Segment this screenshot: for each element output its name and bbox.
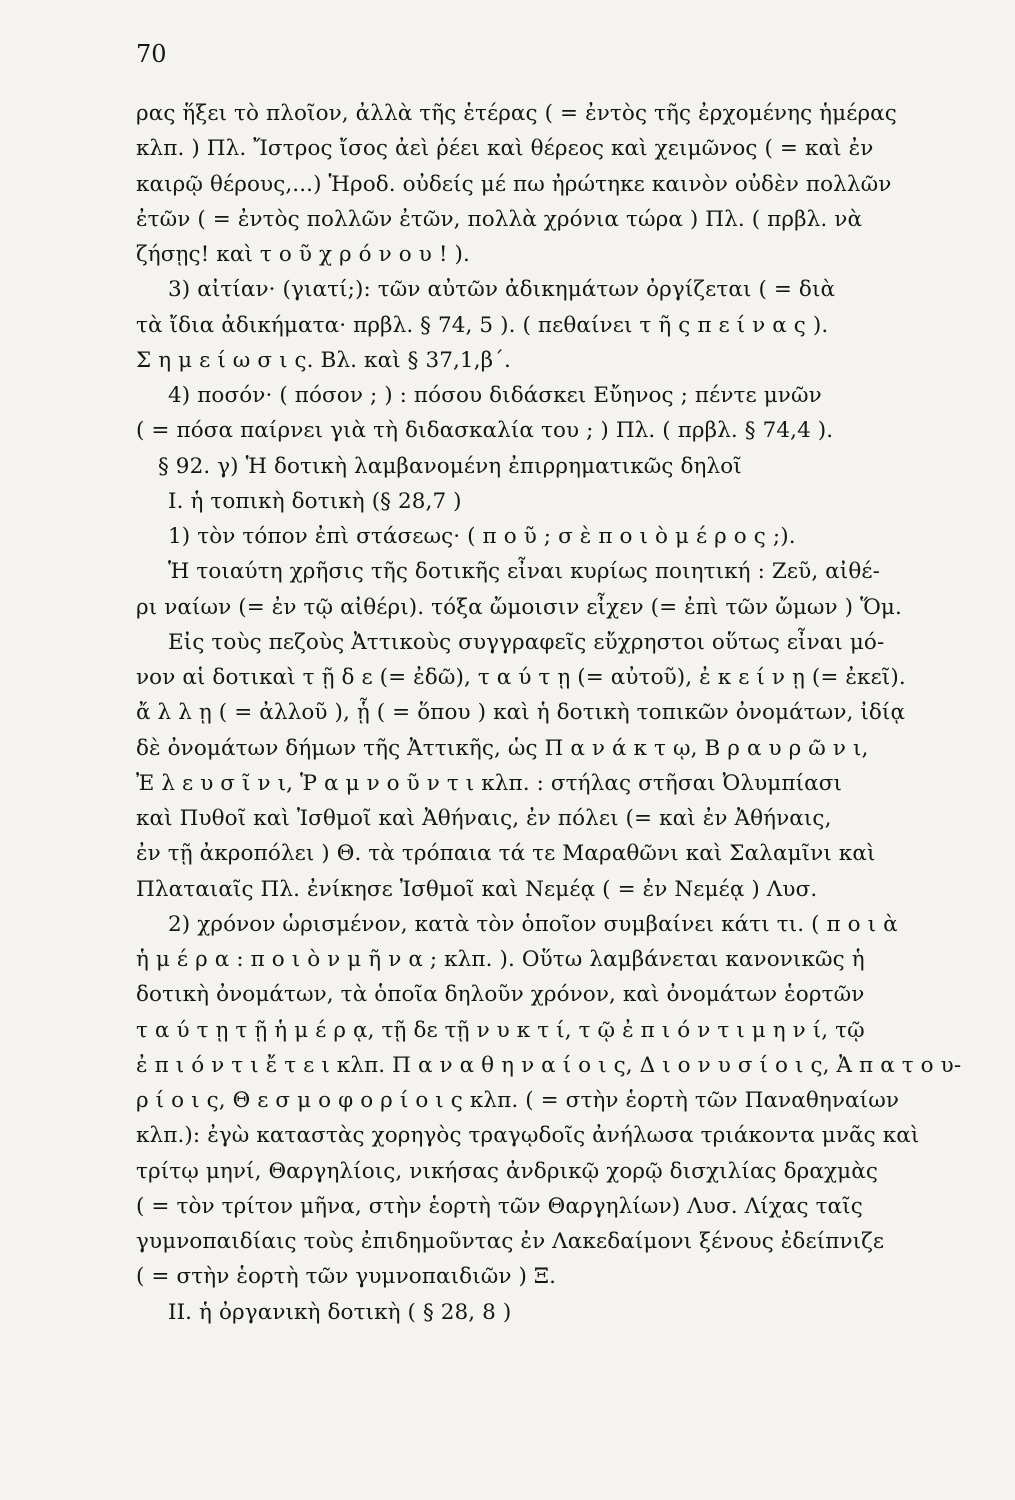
text-line: Σ η μ ε ί ω σ ι ς. Βλ. καὶ § 37,1,β΄.	[136, 347, 511, 373]
text-line: ἄ λ λ ῃ ( = ἀλλοῦ ), ᾗ ( = ὅπου ) καὶ ἡ δοτικὴ τοπικῶν ὀνομάτων, ἰδίᾳ	[136, 700, 906, 726]
text-line: ἐν τῇ ἀκροπόλει ) Θ. τὰ τρόπαια τά τε Μαραθῶνι καὶ Σαλαμῖνι καὶ	[136, 841, 876, 867]
text-line: τὰ ἴδια ἀδικήματα· πρβλ. § 74, 5 ). ( πεθαίνει τ ῆ ς π ε ί ν α ς ).	[136, 312, 829, 338]
text-line: δοτικὴ ὀνομάτων, τὰ ὁποῖα δηλοῦν χρόνον, καὶ ὀνομάτων ἑορτῶν	[136, 982, 865, 1008]
text-line: Εἰς τοὺς πεζοὺς Ἀττικοὺς συγγραφεῖς εὔχρηστοι οὕτως εἶναι μό-	[168, 629, 885, 655]
text-line: 4) ποσόν· ( πόσον ; ) : πόσου διδάσκει Εὔηνος ; πέντε μνῶν	[168, 383, 822, 408]
text-line: 1) τὸν τόπον ἐπὶ στάσεως· ( π ο ῦ ; σ ὲ π ο ι ὸ μ έ ρ ο ς ;).	[168, 524, 796, 549]
subsection-heading: I. ἡ τοπικὴ δοτικὴ (§ 28,7 )	[168, 488, 462, 514]
text-line: ρας ἥξει τὸ πλοῖον, ἀλλὰ τῆς ἑτέρας ( = ἐντὸς τῆς ἐρχομένης ἡμέρας	[136, 101, 897, 126]
text-line: ἐτῶν ( = ἐντὸς πολλῶν ἐτῶν, πολλὰ χρόνια τώρα ) Πλ. ( πρβλ. νὰ	[136, 206, 863, 232]
text-line: τ α ύ τ ῃ τ ῇ ἡ μ έ ρ ᾳ, τῇ δε τῇ ν υ κ τ ί, τ ῷ ἐ π ι ό ν τ ι μ η ν ί, τῷ	[136, 1017, 865, 1043]
text-line: ρι ναίων (= ἐν τῷ αἰθέρι). τόξα ὤμοισιν εἶχεν (= ἐπὶ τῶν ὤμων ) Ὅμ.	[136, 594, 902, 620]
body-text	[136, 96, 962, 1330]
text-line: Ἐ λ ε υ σ ῖ ν ι, Ῥ α μ ν ο ῦ ν τ ι κλπ. : στήλας στῆσαι Ὀλυμπίασι	[136, 770, 843, 796]
text-line: ἡ μ έ ρ α : π ο ι ὸ ν μ ῆ ν α ; κλπ. ). Οὕτω λαμβάνεται κανονικῶς ἡ	[136, 947, 865, 972]
text-line: ρ ί ο ι ς, Θ ε σ μ ο φ ο ρ ί ο ι ς κλπ. ( = στὴν ἑορτὴ τῶν Παναθηναίων	[136, 1088, 899, 1113]
text-line: ζήσῃς! καὶ τ ο ῦ χ ρ ό ν ο υ ! ).	[136, 242, 470, 267]
text-line: Ἡ τοιαύτη χρῆσις τῆς δοτικῆς εἶναι κυρίως ποιητική : Ζεῦ, αἰθέ-	[168, 559, 880, 585]
text-line: δὲ ὀνομάτων δήμων τῆς Ἀττικῆς, ὡς Π α ν ά κ τ ῳ, Β ρ α υ ρ ῶ ν ι,	[136, 735, 869, 761]
text-line: 3) αἰτίαν· (γιατί;): τῶν αὐτῶν ἀδικημάτων ὀργίζεται ( = διὰ	[168, 277, 836, 303]
text-line: νον αἱ δοτικαὶ τ ῇ δ ε (= ἐδῶ), τ α ύ τ ῃ (= αὐτοῦ), ἐ κ ε ί ν ῃ (= ἐκεῖ).	[136, 665, 906, 690]
text-line: Πλαταιαῖς Πλ. ἐνίκησε Ἰσθμοῖ καὶ Νεμέᾳ ( = ἐν Νεμέᾳ ) Λυσ.	[136, 876, 818, 902]
text-line: 2) χρόνον ὡρισμένον, κατὰ τὸν ὁποῖον συμβαίνει κάτι τι. ( π ο ι ὰ	[168, 911, 898, 937]
text-line: κλπ.): ἐγὼ καταστὰς χορηγὸς τραγῳδοῖς ἀνήλωσα τριάκοντα μνᾶς καὶ	[136, 1123, 920, 1149]
page-number: 70	[136, 40, 167, 68]
subsection-heading: II. ἡ ὀργανικὴ δοτικὴ ( § 28, 8 )	[168, 1299, 512, 1325]
text-line: κλπ. ) Πλ. Ἴστρος ἴσος ἀεὶ ῥέει καὶ θέρεος καὶ χειμῶνος ( = καὶ ἐν	[136, 136, 874, 162]
text-line: ἐ π ι ό ν τ ι ἔ τ ε ι κλπ. Π α ν α θ η ν α ί ο ι ς, Δ ι ο ν υ σ ί ο ι ς, Ἀ π α τ ο υ-	[136, 1052, 962, 1078]
text-line: ( = τὸν τρίτον μῆνα, στὴν ἑορτὴ τῶν Θαργηλίων) Λυσ. Λίχας ταῖς	[136, 1193, 863, 1219]
text-line: ( = πόσα παίρνει γιὰ τὴ διδασκαλία του ; ) Πλ. ( πρβλ. § 74,4 ).	[136, 418, 834, 444]
text-line: ( = στὴν ἑορτὴ τῶν γυμνοπαιδιῶν ) Ξ.	[136, 1264, 557, 1290]
text-line: γυμνοπαιδίαις τοὺς ἐπιδημοῦντας ἐν Λακεδαίμονι ξένους ἐδείπνιζε	[136, 1229, 885, 1254]
text-line: τρίτῳ μηνί, Θαργηλίοις, νικήσας ἀνδρικῷ χορῷ δισχιλίας δραχμὰς	[136, 1158, 878, 1184]
text-line: καὶ Πυθοῖ καὶ Ἰσθμοῖ καὶ Ἀθήναις, ἐν πόλει (= καὶ ἐν Ἀθήναις,	[136, 806, 832, 831]
text-line: καιρῷ θέρους,...) Ἡροδ. οὐδείς μέ πω ἠρώτηκε καινὸν οὐδὲν πολλῶν	[136, 171, 892, 197]
section-heading: § 92. γ) Ἡ δοτικὴ λαμβανομένη ἐπιρρηματικῶς δηλοῖ	[158, 453, 742, 479]
